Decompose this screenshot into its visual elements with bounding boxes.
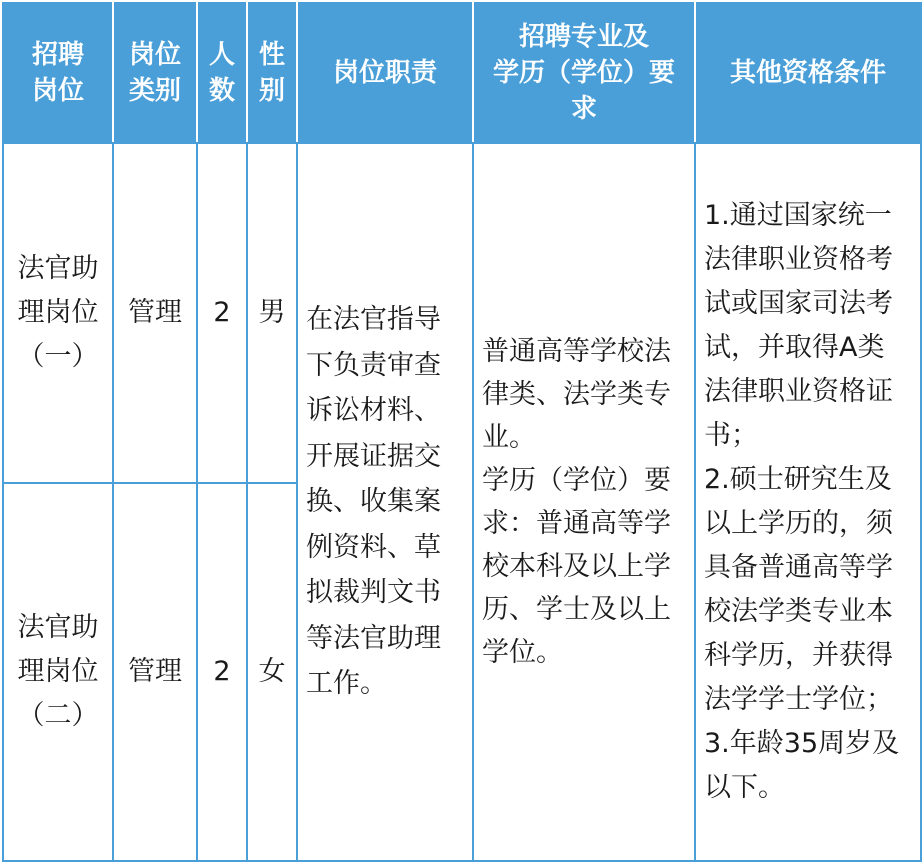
header-major xyxy=(473,3,695,143)
table-row xyxy=(3,143,921,483)
duty-line: 开展证据交 xyxy=(306,440,441,472)
other-cell xyxy=(695,143,921,861)
header-sex xyxy=(247,3,297,143)
duty-line: 换、收集案 xyxy=(306,486,441,518)
header-count xyxy=(197,3,247,143)
header-count-line: 数 xyxy=(208,76,235,106)
duty-line: 例资料、草 xyxy=(306,531,441,563)
header-duty-label: 岗位职责 xyxy=(332,58,437,88)
header-other xyxy=(695,3,921,143)
position-line: 理岗位 xyxy=(17,656,99,687)
header-count-line: 人 xyxy=(208,40,235,70)
position-cell xyxy=(3,143,113,483)
major-line: 业。 xyxy=(482,422,536,453)
header-row xyxy=(3,3,921,143)
header-category-line: 岗位 xyxy=(128,40,181,70)
other-line: 1.通过国家统一 xyxy=(704,200,892,231)
position-cell xyxy=(3,483,113,861)
other-line: 法律职业资格证 xyxy=(704,376,893,407)
duty-line: 在法官指导 xyxy=(306,304,441,336)
position-line: （一） xyxy=(17,341,99,372)
other-line: 科学历，并获得 xyxy=(704,640,893,671)
other-line: 2.硕士研究生及 xyxy=(704,464,892,495)
major-line: 律类、法学类专 xyxy=(482,379,671,410)
position-line: （二） xyxy=(17,700,99,731)
other-line: 试或国家司法考 xyxy=(704,288,893,319)
duty-cell xyxy=(297,143,473,861)
other-line: 以下。 xyxy=(704,772,785,803)
category-cell: 管理 xyxy=(113,483,197,861)
duty-line: 等法官助理 xyxy=(306,622,441,654)
position-line: 理岗位 xyxy=(17,297,99,328)
major-cell xyxy=(473,143,695,861)
other-line: 以上学历的，须 xyxy=(704,508,893,539)
recruitment-table xyxy=(2,2,922,862)
header-duty xyxy=(297,3,473,143)
other-line: 校法学类专业本 xyxy=(704,596,893,627)
header-major-line: 求 xyxy=(570,94,597,124)
header-major-line: 学历（学位）要 xyxy=(492,58,675,88)
sex-cell: 男 xyxy=(247,143,297,483)
other-line: 3.年龄35周岁及 xyxy=(704,728,900,759)
major-line: 校本科及以上学 xyxy=(482,551,671,582)
other-line: 书； xyxy=(704,420,758,451)
header-category xyxy=(113,3,197,143)
other-line: 具备普通高等学 xyxy=(704,552,893,583)
count-cell: 2 xyxy=(197,143,247,483)
major-line: 历、学士及以上 xyxy=(482,594,671,625)
major-line: 学位。 xyxy=(482,637,563,668)
header-other-label: 其他资格条件 xyxy=(729,58,886,88)
header-sex-line: 性 xyxy=(258,40,285,70)
other-line: 法学学士学位； xyxy=(704,684,893,715)
category-cell: 管理 xyxy=(113,143,197,483)
duty-line: 工作。 xyxy=(306,668,387,700)
position-line: 法官助 xyxy=(17,612,99,643)
duty-line: 诉讼材料、 xyxy=(306,395,441,427)
count-cell: 2 xyxy=(197,483,247,861)
header-position xyxy=(3,3,113,143)
header-major-line: 招聘专业及 xyxy=(518,22,649,52)
major-line: 学历（学位）要 xyxy=(482,465,671,496)
header-sex-line: 别 xyxy=(258,76,285,106)
major-line: 求：普通高等学 xyxy=(482,508,671,539)
other-line: 法律职业资格考 xyxy=(704,244,893,275)
duty-line: 拟裁判文书 xyxy=(306,577,441,609)
header-position-line: 招聘 xyxy=(31,40,84,70)
header-position-line: 岗位 xyxy=(31,76,84,106)
other-line: 试，并取得A类 xyxy=(704,332,885,363)
sex-cell: 女 xyxy=(247,483,297,861)
major-line: 普通高等学校法 xyxy=(482,336,671,367)
header-category-line: 类别 xyxy=(128,76,181,106)
duty-line: 下负责审查 xyxy=(306,349,441,381)
position-line: 法官助 xyxy=(17,253,99,284)
